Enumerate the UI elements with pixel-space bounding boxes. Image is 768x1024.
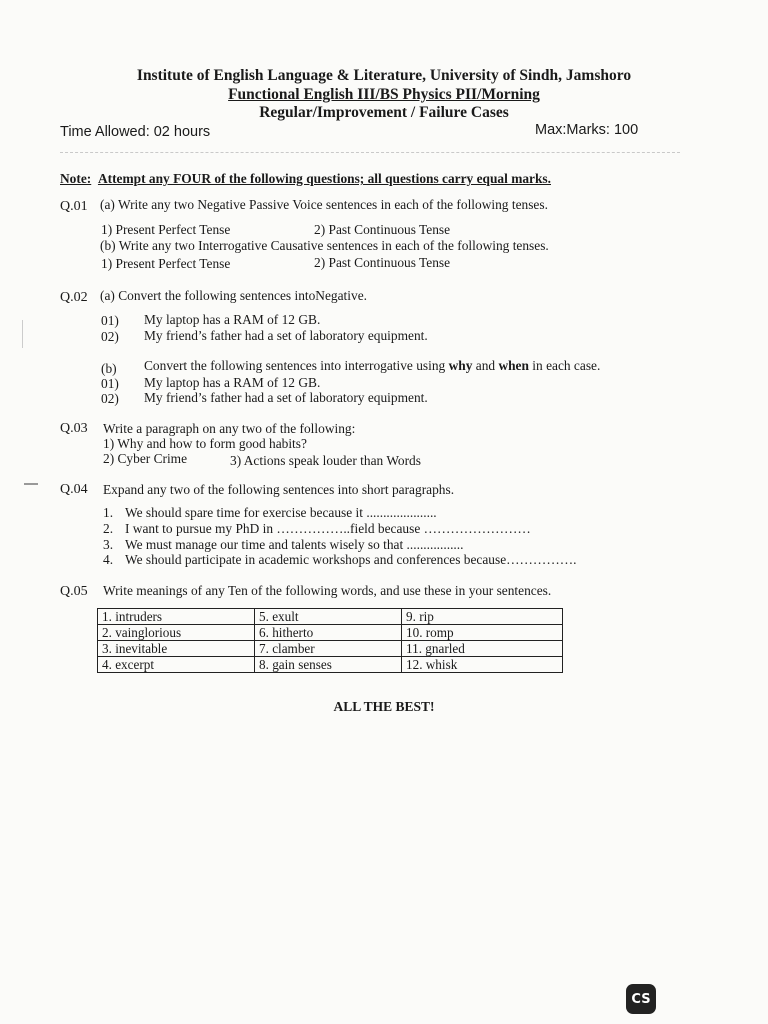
- table-cell: 7. clamber: [255, 641, 402, 657]
- q2-part-b: [144, 358, 600, 374]
- q3-topic-1: 1) Why and how to form good habits?: [103, 436, 307, 451]
- q4-item-4-num: 4.: [103, 552, 114, 567]
- q4-item-3: We must manage our time and talents wisely so that .................: [125, 537, 464, 552]
- table-cell: 3. inevitable: [98, 641, 255, 657]
- q1-a-tense-2: 2) Past Continuous Tense: [314, 222, 451, 237]
- course-title: Functional English III/BS Physics PII/Morning: [228, 86, 540, 103]
- table-cell: 12. whisk: [402, 657, 563, 673]
- q4-item-2: I want to pursue my PhD in ……………..field because ……………………: [125, 521, 531, 536]
- q3-number: Q.03: [60, 421, 88, 436]
- q2-part-b-label: (b): [101, 361, 117, 376]
- q2-a-item-1-num: 01): [101, 313, 119, 328]
- institute-title: Institute of English Language & Literature, University of Sindh, Jamshoro: [136, 67, 632, 84]
- scan-mark: [24, 483, 38, 485]
- note-line: [60, 171, 551, 187]
- q5-number: Q.05: [60, 584, 88, 599]
- q2-a-item-1: My laptop has a RAM of 12 GB.: [144, 312, 321, 327]
- table-cell: 4. excerpt: [98, 657, 255, 673]
- q1-number: Q.01: [60, 199, 88, 214]
- max-marks: Max:Marks: 100: [535, 122, 639, 138]
- q2-part-a: (a) Convert the following sentences intoNegative.: [100, 288, 367, 303]
- q1-b-tense-1: 1) Present Perfect Tense: [101, 256, 231, 271]
- q4-text: Expand any two of the following sentences into short paragraphs.: [103, 482, 455, 497]
- q4-number: Q.04: [60, 482, 88, 497]
- q2-b-item-1-num: 01): [101, 376, 119, 391]
- table-cell: 10. romp: [402, 625, 563, 641]
- vocabulary-table: [97, 608, 563, 673]
- q5-text: Write meanings of any Ten of the following words, and use these in your sentences.: [103, 583, 552, 598]
- table-row: [98, 625, 563, 641]
- table-row: [98, 641, 563, 657]
- q2-a-item-2: My friend’s father had a set of laboratory equipment.: [144, 328, 428, 343]
- q2-number: Q.02: [60, 290, 88, 305]
- q3-text: Write a paragraph on any two of the following:: [103, 421, 356, 436]
- table-cell: 6. hitherto: [255, 625, 402, 641]
- q2-b-item-1: My laptop has a RAM of 12 GB.: [144, 375, 321, 390]
- q4-item-3-num: 3.: [103, 537, 114, 552]
- q4-item-1: We should spare time for exercise because it .....................: [125, 505, 437, 520]
- q4-item-2-num: 2.: [103, 521, 114, 536]
- table-cell: 9. rip: [402, 609, 563, 625]
- exam-type: Regular/Improvement / Failure Cases: [259, 104, 509, 121]
- header-divider: [60, 152, 680, 153]
- q2-a-item-2-num: 02): [101, 329, 119, 344]
- q2-b-and: and: [472, 358, 499, 373]
- q1-part-a: (a) Write any two Negative Passive Voice sentences in each of the following tenses.: [100, 197, 548, 212]
- q4-item-1-num: 1.: [103, 505, 114, 520]
- q2-b-text-pre: Convert the following sentences into interrogative using: [144, 358, 449, 373]
- table-cell: 1. intruders: [98, 609, 255, 625]
- scan-mark: [22, 320, 23, 348]
- q1-b-tense-2: 2) Past Continuous Tense: [314, 255, 451, 270]
- q4-item-4: We should participate in academic workshops and conferences because…………….: [125, 552, 577, 567]
- table-row: [98, 609, 563, 625]
- q2-b-item-2: My friend’s father had a set of laboratory equipment.: [144, 390, 428, 405]
- table-cell: 8. gain senses: [255, 657, 402, 673]
- closing-message: ALL THE BEST!: [333, 699, 435, 714]
- time-allowed: Time Allowed: 02 hours: [60, 124, 211, 140]
- q3-topic-3: 3) Actions speak louder than Words: [230, 453, 421, 468]
- q2-b-item-2-num: 02): [101, 391, 119, 406]
- table-cell: 11. gnarled: [402, 641, 563, 657]
- table-row: [98, 657, 563, 673]
- q1-part-b: (b) Write any two Interrogative Causative sentences in each of the following tenses.: [100, 238, 549, 253]
- q3-topic-2: 2) Cyber Crime: [103, 451, 188, 466]
- note-text: Attempt any FOUR of the following questions; all questions carry equal marks.: [97, 171, 551, 186]
- table-cell: 2. vainglorious: [98, 625, 255, 641]
- q2-b-text-post: in each case.: [528, 358, 601, 373]
- table-cell: 5. exult: [255, 609, 402, 625]
- q1-a-tense-1: 1) Present Perfect Tense: [101, 222, 231, 237]
- camscanner-logo-icon: CS: [626, 984, 656, 1014]
- q2-b-when: when: [498, 358, 529, 373]
- note-label: Note:: [60, 171, 92, 186]
- q2-b-why: why: [448, 358, 473, 373]
